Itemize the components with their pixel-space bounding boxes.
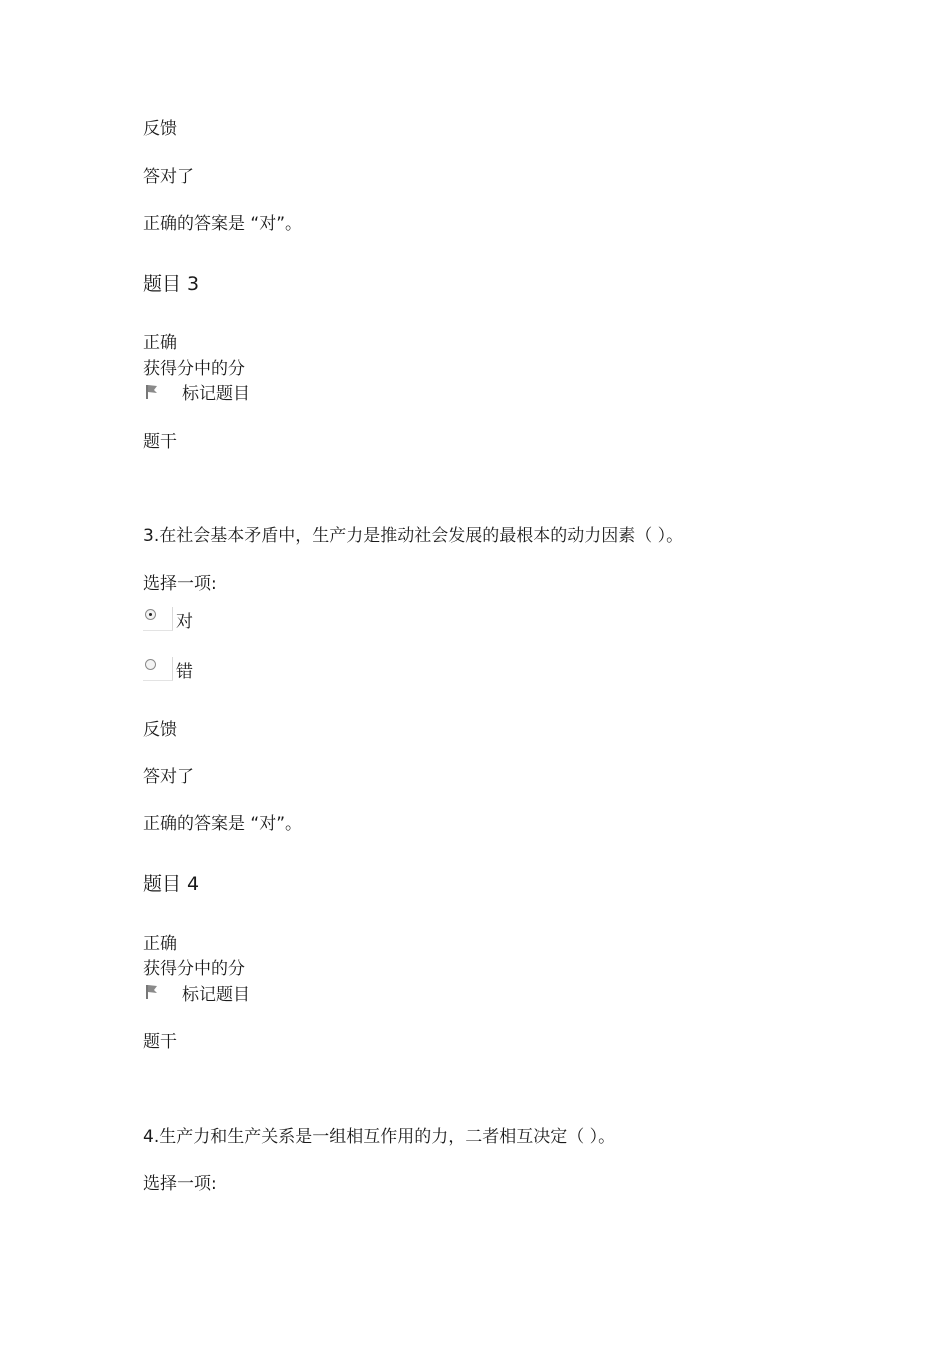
feedback-heading: 反馈 [143,119,177,139]
option-false-radio[interactable] [143,657,173,681]
flag-question-link[interactable]: 标记题目 [182,384,250,404]
flag-icon[interactable] [145,984,159,1000]
question-4-select-prompt: 选择一项: [143,1174,217,1194]
option-false-label[interactable]: 错 [176,662,193,682]
question-3-correct-answer: 正确的答案是 “对”。 [143,814,303,834]
question-3-text: 3.在社会基本矛盾中，生产力是推动社会发展的最根本的动力因素（ ）。 [143,526,684,546]
question-3-score: 获得分中的分 [143,359,245,379]
question-3-feedback-heading: 反馈 [143,720,177,740]
question-4-score: 获得分中的分 [143,959,245,979]
question-4-text: 4.生产力和生产关系是一组相互作用的力，二者相互决定（ ）。 [143,1127,616,1147]
option-true-label[interactable]: 对 [176,612,193,632]
flag-question-link[interactable]: 标记题目 [182,985,250,1005]
flag-icon[interactable] [145,384,159,400]
option-true-radio[interactable] [143,607,173,631]
question-3-title: 题目 3 [143,273,200,295]
question-4-stem-heading: 题干 [143,1032,177,1052]
question-4-title: 题目 4 [143,873,200,895]
correct-answer-text: 正确的答案是 “对”。 [143,214,303,234]
radio-checked-icon [145,609,156,620]
question-3-select-prompt: 选择一项: [143,574,217,594]
question-4-status: 正确 [143,934,177,954]
radio-unchecked-icon [145,659,156,670]
question-3-stem-heading: 题干 [143,432,177,452]
question-3-feedback-text: 答对了 [143,767,194,787]
question-3-status: 正确 [143,333,177,353]
feedback-text: 答对了 [143,167,194,187]
